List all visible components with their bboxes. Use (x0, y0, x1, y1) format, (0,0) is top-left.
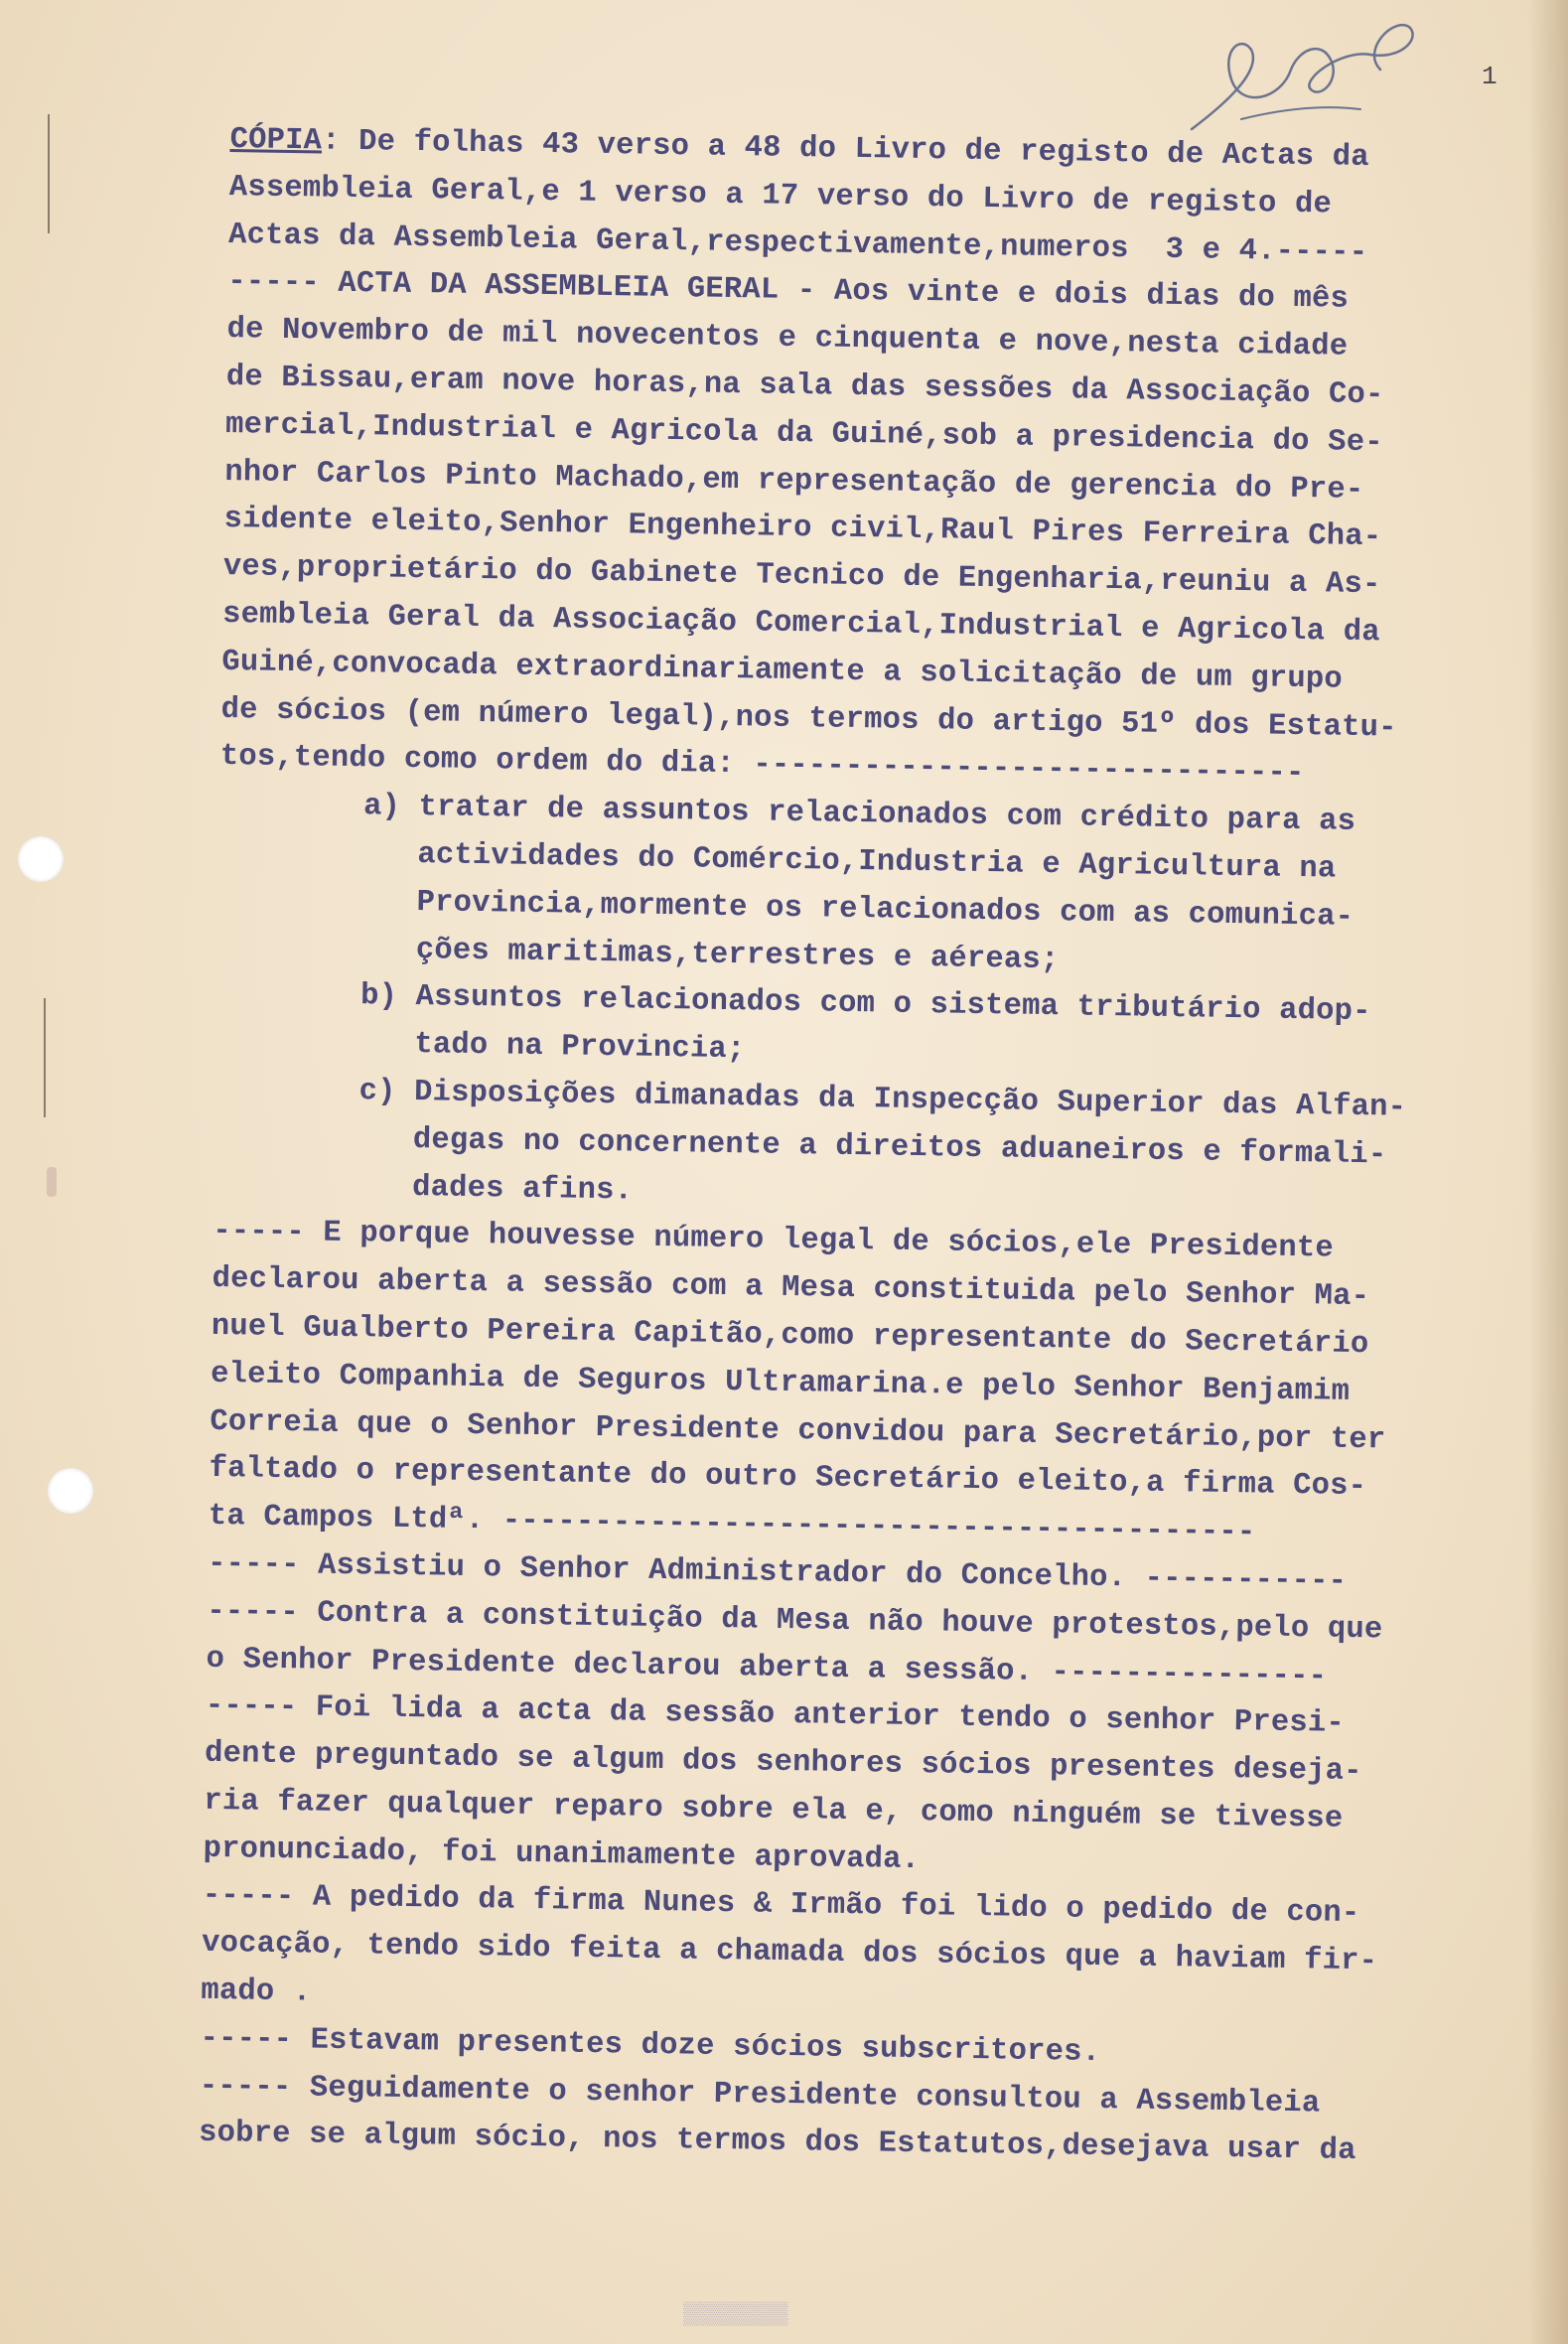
page-number: 1 (1482, 62, 1497, 91)
signature-scribble (1172, 10, 1450, 149)
faint-stamp: ▒▒▒▒▒▒▒▒ (683, 2302, 788, 2327)
line-text: dades afins. (411, 1170, 634, 1209)
line-text: de Novembro de mil novecentos e cinquenta e nove,nesta cidade (226, 313, 1349, 365)
line-text: Guiné,convocada extraordinariamente a solicitação de um grupo (221, 645, 1344, 697)
line-text: declarou aberta a sessão com a Mesa constituida pelo Senhor Ma- (212, 1261, 1370, 1315)
line-text: ----- Foi lida a acta da sessão anterior tendo o senhor Presi- (205, 1689, 1346, 1742)
line-text: nhor Carlos Pinto Machado,em representação de gerencia do Pre- (224, 455, 1364, 508)
line-text: Correia que o Senhor Presidente convidou para Secretário,por ter (210, 1404, 1386, 1457)
line-text: actividades do Comércio,Industria e Agricultura na (417, 838, 1337, 887)
line-text: ções maritimas,terrestres e aéreas; (415, 933, 1060, 977)
line-text: a) tratar de assuntos relacionados com crédito para as (362, 790, 1356, 840)
line-text: pronunciado, foi unanimamente aprovada. (203, 1831, 921, 1877)
line-text: tos,tendo como ordem do dia: ------------------------------ (219, 740, 1305, 792)
punch-hole-top (18, 836, 64, 882)
line-text: ria fazer qualquer reparo sobre ela e, como ninguém se tivesse (204, 1784, 1344, 1836)
line-text: Provincia,mormente os relacionados com as comunica- (416, 885, 1354, 935)
line-text: ----- E porque houvesse número legal de sócios,ele Presidente (213, 1215, 1335, 1266)
line-text: ----- A pedido da firma Nunes & Irmão foi lido o pedido de con- (202, 1879, 1360, 1932)
line-text: sidente eleito,Senhor Engenheiro civil,Raul Pires Ferreira Cha- (223, 503, 1382, 555)
line-text: ----- ACTA DA ASSEMBLEIA GERAL - Aos vinte e dois dias do mês (227, 265, 1350, 318)
line-text: ----- Assistiu o Senhor Administrador do Concelho. ----------- (207, 1546, 1348, 1599)
document-body (199, 117, 1521, 2178)
line-text: ----- Seguidamente o senhor Presidente consultou a Assembleia (199, 2069, 1321, 2122)
stain-mark (47, 1167, 57, 1197)
line-text: vocação, tendo sido feita a chamada dos sócios que a haviam fir- (201, 1927, 1378, 1979)
line-text: mado . (201, 1974, 312, 2010)
line-text: ----- Contra a constituição da Mesa não houve protestos,pelo que (207, 1594, 1383, 1648)
line-text: degas no concernente a direitos aduaneiros e formali- (412, 1122, 1387, 1173)
line-text: : De folhas 43 verso a 48 do Livro de registo de Actas da (321, 124, 1369, 176)
line-text: eleito Companhia de Seguros Ultramarina.e pelo Senhor Benjamim (210, 1357, 1351, 1409)
line-text: ta Campos Ltdª. ----------------------------------------- (208, 1499, 1256, 1550)
line-text: dente preguntado se algum dos senhores sócios presentes deseja- (204, 1736, 1362, 1790)
page-edge-shadow (1528, 0, 1568, 2344)
line-text: sembleia Geral da Associação Comercial,Industrial e Agricola da (221, 597, 1380, 651)
punch-hole-bottom (48, 1468, 93, 1514)
heading-label: CÓPIA (229, 122, 323, 159)
line-text: nuel Gualberto Pereira Capitão,como representante do Secretário (211, 1309, 1369, 1363)
line-text: c) Disposições dimanadas da Inspecção Superior das Alfan- (358, 1075, 1407, 1125)
line-text: mercial,Industrial e Agricola da Guiné,sob a presidencia do Se- (224, 407, 1383, 461)
line-text: de Bissau,eram nove horas,na sala das sessões da Associação Co- (225, 360, 1384, 413)
line-text: ----- Estavam presentes doze sócios subscritores. (200, 2021, 1101, 2070)
margin-mark (44, 998, 46, 1117)
line-text: ves,proprietário do Gabinete Tecnico de Engenharia,reuniu a As- (222, 550, 1381, 603)
line-text: sobre se algum sócio, nos termos dos Estatutos,desejava usar da (198, 2117, 1356, 2169)
line-text: faltado o representante do outro Secretário eleito,a firma Cos- (209, 1452, 1367, 1505)
line-text: tado na Provincia; (414, 1028, 746, 1068)
line-text: de sócios (em número legal),nos termos do artigo 51º dos Estatu- (220, 692, 1397, 746)
line-text: o Senhor Presidente declarou aberta a sessão. --------------- (206, 1642, 1328, 1694)
margin-mark (48, 114, 50, 233)
line-text: b) Assuntos relacionados com o sistema tributário adop- (359, 979, 1371, 1030)
line-text: Assembleia Geral,e 1 verso a 17 verso do Livro de registo de (228, 170, 1333, 222)
line-text: Actas da Assembleia Geral,respectivamente,numeros 3 e 4.----- (227, 218, 1368, 270)
